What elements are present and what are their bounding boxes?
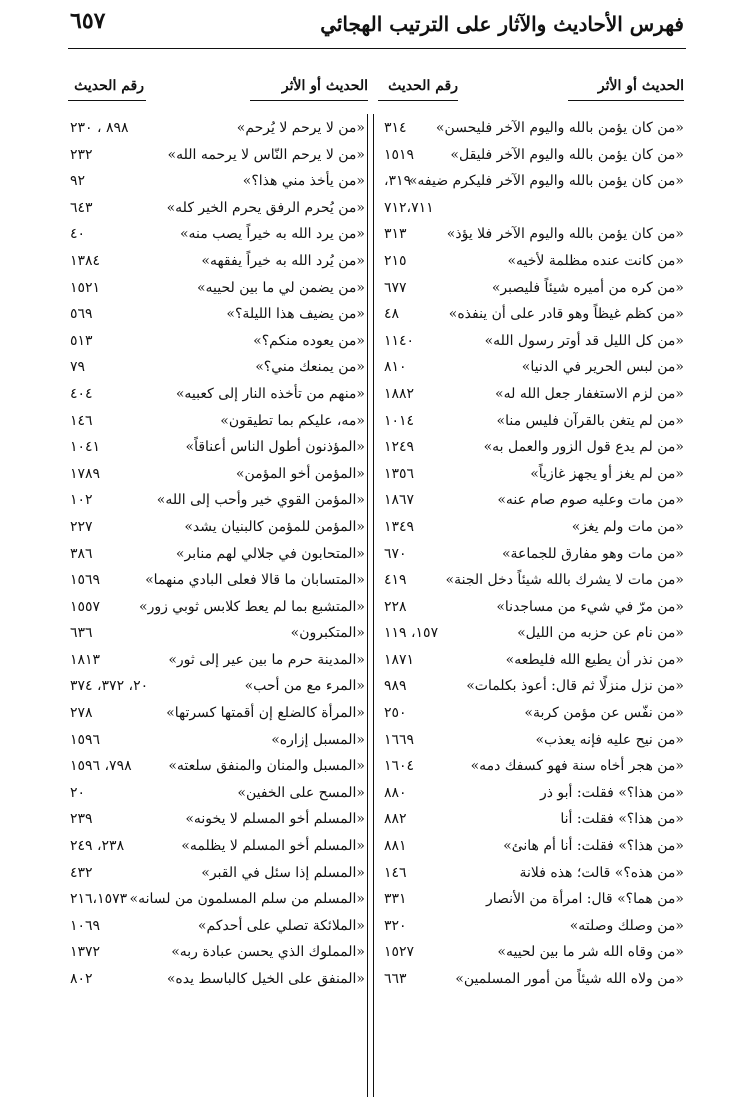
hadith-text: «من هذه؟» قالت؛ هذه فلانة [519, 864, 684, 881]
hadith-text: «من مات ولم يغز» [571, 518, 684, 535]
hadith-number: ٨٨٠ [384, 784, 407, 801]
hadith-text: «من يضمن لي ما بين لحييه» [196, 279, 365, 296]
hadith-number: ٤٠٤ [70, 385, 93, 402]
hadith-number: ١٣٧٢ [70, 944, 101, 961]
hadith-text: «من لم يغز أو يجهز غازياً» [530, 465, 684, 482]
hadith-number: ١٢٤٩ [384, 439, 415, 456]
index-entry [68, 302, 365, 329]
hadith-text: «منهم من تأخذه النار إلى كعبيه» [175, 385, 365, 402]
page-number: ٦٥٧ [70, 8, 106, 34]
right-hadith-header: الحديث أو الأثر [597, 78, 684, 94]
hadith-number: ١٦٦٩ [384, 731, 415, 748]
hadith-number: ٢١٦،١٥٧٣ [70, 891, 128, 908]
hadith-text: «من لم يتغن بالقرآن فليس منا» [496, 412, 684, 429]
column-divider-right [373, 114, 374, 1097]
hadith-text: «المسبل إزاره» [271, 731, 365, 748]
hadith-text: «المؤمن أخو المؤمن» [235, 465, 365, 482]
index-entry [68, 967, 365, 994]
hadith-number: ٢٠، ٣٧٢، ٣٧٤ [70, 678, 149, 695]
index-entry [68, 249, 365, 276]
index-entry [68, 648, 365, 675]
index-entry [378, 222, 684, 249]
hadith-number: ٧٩ [70, 359, 86, 376]
hadith-number: ٢٥٠ [384, 705, 407, 722]
hadith-text: «من هذا؟» فقلت: أنا [560, 811, 684, 828]
hadith-text: «المرأة كالضلع إن أقمتها كسرتها» [166, 705, 365, 722]
hadith-number: ٣٣١ [384, 891, 407, 908]
index-entry [68, 542, 365, 569]
hadith-number: ٩٨٩ [384, 678, 407, 695]
hadith-text: «من مات وهو مفارق للجماعة» [501, 545, 684, 562]
index-entry [68, 674, 365, 701]
hadith-text: «من يضيف هذا الليلة؟» [226, 306, 365, 323]
hadith-text: «من نزل منزلًا ثم قال: أعوذ بكلمات» [466, 678, 684, 695]
index-entry [68, 834, 365, 861]
index-entry [378, 621, 684, 648]
index-entry [378, 728, 684, 755]
hadith-text: «الملائكة تصلي على أحدكم» [197, 917, 365, 934]
hadith-text: «من هذا؟» فقلت: أنا أم هانئ» [503, 838, 684, 855]
hadith-number: ٣١٩، [384, 173, 412, 190]
hadith-number: ٦٧٠ [384, 545, 407, 562]
hadith-number: ١٥٧، ١١٩ [384, 625, 439, 642]
hadith-text: «من كظم غيظاً وهو قادر على أن ينفذه» [448, 306, 684, 323]
hadith-text: «من كان يؤمن بالله واليوم الآخر فليحسن» [435, 120, 684, 136]
hadith-text: «من لم يدع قول الزور والعمل به» [483, 439, 684, 456]
index-entry [68, 329, 365, 356]
hadith-text: «من لا يرحم لا يُرحم» [236, 120, 365, 136]
index-entry [378, 143, 684, 170]
index-entry [378, 568, 684, 595]
hadith-text: «المتكبرون» [290, 625, 365, 642]
hadith-text: «المتحابون في جلالي لهم منابر» [175, 545, 365, 562]
index-entry [68, 169, 365, 196]
hadith-number: ٢٣٢ [70, 146, 93, 163]
hadith-number: ١٠١٤ [384, 412, 415, 429]
hadith-number: ٣١٤ [384, 120, 407, 136]
index-entry [378, 807, 684, 834]
index-entry [68, 701, 365, 728]
hadith-number: ٤٠ [70, 226, 86, 243]
hadith-number: ٢٣٩ [70, 811, 93, 828]
index-entry [378, 276, 684, 303]
index-entry [68, 754, 365, 781]
hadith-text: «من كل الليل قد أوتر رسول الله» [484, 332, 684, 349]
hadith-number: ١٥١٩ [384, 146, 415, 163]
index-entry [378, 648, 684, 675]
hadith-number: ٧٩٨، ١٥٩٦ [70, 758, 132, 775]
index-entry [68, 861, 365, 888]
hadith-number: ١١٤٠ [384, 332, 415, 349]
hadith-text: «المسلم إذا سئل في القبر» [201, 864, 365, 881]
index-entry [378, 355, 684, 382]
index-entry [378, 515, 684, 542]
hadith-number: ١٨٨٢ [384, 385, 415, 402]
hadith-number: ٦٤٣ [70, 199, 93, 216]
index-entry [378, 302, 684, 329]
hadith-number: ٨٨١ [384, 838, 407, 855]
hadith-number: ١٣٥٦ [384, 465, 415, 482]
right-number-header: رقم الحديث [388, 78, 458, 94]
hadith-text: «من يمنعك مني؟» [255, 359, 365, 376]
hadith-text: «المدينة حرم ما بين عير إلى ثور» [168, 651, 365, 668]
right-number-header-underline [378, 100, 458, 101]
hadith-number: ٤٨ [384, 306, 400, 323]
index-entry [68, 409, 365, 436]
hadith-text: «المؤمن القوي خير وأحب إلى الله» [156, 492, 365, 509]
hadith-text: «من لا يرحم النّاس لا يرحمه الله» [167, 146, 365, 163]
left-hadith-header-underline [250, 100, 368, 101]
hadith-number: ٥٦٩ [70, 306, 93, 323]
right-hadith-header-underline [568, 100, 684, 101]
left-index-column [68, 116, 365, 994]
hadith-text: «المؤذنون أطول الناس أعناقاً» [185, 439, 365, 456]
hadith-text: «المسلم أخو المسلم لا يظلمه» [181, 838, 365, 855]
hadith-number: ١٥٩٦ [70, 731, 101, 748]
right-index-column [378, 116, 684, 994]
hadith-text: «من يعوده منكم؟» [253, 332, 365, 349]
column-divider-left [367, 114, 368, 1097]
hadith-number: ٢٠ [70, 784, 86, 801]
hadith-text: «من مات لا يشرك بالله شيئاً دخل الجنة» [445, 572, 684, 589]
index-entry [68, 595, 365, 622]
index-entry [68, 462, 365, 489]
left-number-header: رقم الحديث [74, 78, 144, 94]
hadith-number: ٢٣٨، ٢٤٩ [70, 838, 125, 855]
index-entry [68, 488, 365, 515]
hadith-number: ٤٣٢ [70, 864, 93, 881]
hadith-number: ٨٠٢ [70, 971, 93, 987]
index-entry [378, 116, 684, 143]
index-entry [378, 940, 684, 967]
index-entry [378, 542, 684, 569]
hadith-number: ٢٢٨ [384, 598, 407, 615]
hadith-text: «من مات وعليه صوم صام عنه» [497, 492, 684, 509]
index-entry [68, 621, 365, 648]
hadith-text: «المملوك الذي يحسن عبادة ربه» [171, 944, 365, 961]
hadith-number: ١٦٠٤ [384, 758, 415, 775]
index-entry [68, 222, 365, 249]
hadith-text: «المسلم أخو المسلم لا يخونه» [185, 811, 365, 828]
index-entry [378, 382, 684, 409]
hadith-text: «من وصلك وصلته» [569, 917, 684, 934]
hadith-number: ٢٢٧ [70, 518, 93, 535]
hadith-text: «من كان يؤمن بالله واليوم الآخر فليقل» [450, 146, 684, 163]
hadith-text: «من نفّس عن مؤمن كربة» [524, 705, 684, 722]
index-entry [378, 169, 684, 196]
index-entry [378, 595, 684, 622]
index-entry [378, 674, 684, 701]
hadith-number: ٤١٩ [384, 572, 407, 589]
hadith-text: «من نيح عليه فإنه يعذب» [535, 731, 684, 748]
left-number-header-underline [68, 100, 146, 101]
hadith-text: «المنفق على الخيل كالباسط يده» [166, 971, 365, 987]
hadith-text: «المؤمن للمؤمن كالبنيان يشد» [184, 518, 365, 535]
hadith-text: «من هما؟» قال: امرأة من الأنصار [486, 891, 684, 908]
index-entry [378, 754, 684, 781]
hadith-text: «من لبس الحرير في الدنيا» [521, 359, 684, 376]
index-entry [68, 914, 365, 941]
hadith-number: ٢١٥ [384, 252, 407, 269]
hadith-text: «من يُرد الله به خيراً يفقهه» [201, 252, 365, 269]
hadith-text: «من لزم الاستغفار جعل الله له» [495, 385, 684, 402]
index-entry [378, 462, 684, 489]
hadith-text: «من كره من أميره شيئاً فليصبر» [491, 279, 684, 296]
index-entry [68, 807, 365, 834]
hadith-number: ١٣٨٤ [70, 252, 101, 269]
hadith-text: «من نذر أن يطيع الله فليطعه» [505, 651, 684, 668]
hadith-text: «المسلم من سلم المسلمون من لسانه» [129, 891, 365, 908]
index-entry [68, 568, 365, 595]
index-entry [68, 728, 365, 755]
index-entry [68, 116, 365, 143]
hadith-number: ٣٢٠ [384, 917, 407, 934]
hadith-text: «من مرّ في شيء من مساجدنا» [496, 598, 684, 615]
index-entry [378, 329, 684, 356]
hadith-text: «المسح على الخفين» [237, 784, 365, 801]
hadith-number: ١٥٥٧ [70, 598, 101, 615]
hadith-number: ١٥٦٩ [70, 572, 101, 589]
hadith-number: ٥١٣ [70, 332, 93, 349]
index-entry [378, 435, 684, 462]
index-entry [68, 887, 365, 914]
hadith-text: «من كان يؤمن بالله واليوم الآخر فليكرم ضيفه» [408, 173, 684, 190]
hadith-number: ٣٨٦ [70, 545, 93, 562]
hadith-number: ١٤٦ [70, 412, 93, 429]
hadith-number: ١٠٦٩ [70, 917, 101, 934]
index-entry [68, 382, 365, 409]
index-entry [378, 887, 684, 914]
hadith-text: «من كان يؤمن بالله واليوم الآخر فلا يؤذ» [446, 226, 684, 243]
index-entry [68, 940, 365, 967]
index-entry [68, 276, 365, 303]
hadith-text: «المتشبع بما لم يعط كلابس ثوبي زور» [139, 598, 365, 615]
hadith-number: ١٠٢ [70, 492, 93, 509]
hadith-text: «من هذا؟» فقلت: أبو ذر [539, 784, 684, 801]
left-hadith-header: الحديث أو الأثر [281, 78, 368, 94]
hadith-text: «من يُحرم الرفق يحرم الخير كله» [166, 199, 365, 216]
hadith-number: ١٠٤١ [70, 439, 101, 456]
hadith-number: ١٨٦٧ [384, 492, 415, 509]
hadith-text: «المتسابان ما قالا فعلى البادي منهما» [145, 572, 365, 589]
index-entry [68, 515, 365, 542]
hadith-number: ٦٧٧ [384, 279, 407, 296]
hadith-number: ٣١٣ [384, 226, 407, 243]
hadith-number: ١٧٨٩ [70, 465, 101, 482]
index-entry [378, 861, 684, 888]
index-entry [68, 196, 365, 223]
hadith-number: ١٥٢١ [70, 279, 101, 296]
header-rule [68, 48, 686, 49]
index-entry [68, 435, 365, 462]
index-entry [378, 196, 684, 223]
index-entry [378, 701, 684, 728]
hadith-number: ١٣٤٩ [384, 518, 415, 535]
hadith-number: ١٥٢٧ [384, 944, 415, 961]
hadith-text: «من يأخذ مني هذا؟» [242, 173, 365, 190]
hadith-number: ٦٣٦ [70, 625, 93, 642]
index-entry [378, 834, 684, 861]
hadith-text: «مه، عليكم بما تطيقون» [220, 412, 365, 429]
index-entry [378, 781, 684, 808]
hadith-text: «المسبل والمنان والمنفق سلعته» [168, 758, 365, 775]
index-entry [378, 249, 684, 276]
index-entry [68, 143, 365, 170]
hadith-number: ٢٧٨ [70, 705, 93, 722]
hadith-number: ١٨١٣ [70, 651, 101, 668]
hadith-number: ٨٨٢ [384, 811, 407, 828]
index-entry [68, 355, 365, 382]
hadith-number: ١٨٧١ [384, 651, 415, 668]
index-entry [378, 967, 684, 994]
index-entry [378, 914, 684, 941]
hadith-number: ٩٢ [70, 173, 86, 190]
hadith-text: «من هجر أخاه سنة فهو كسفك دمه» [470, 758, 684, 775]
hadith-number: ٧١٢،٧١١ [384, 199, 434, 216]
hadith-text: «من كانت عنده مظلمة لأخيه» [507, 252, 684, 269]
index-entry [68, 781, 365, 808]
hadith-number: ١٤٦ [384, 864, 407, 881]
hadith-number: ٦٦٣ [384, 971, 407, 987]
hadith-number: ٨١٠ [384, 359, 407, 376]
hadith-text: «من نام عن حزبه من الليل» [517, 625, 684, 642]
index-entry [378, 488, 684, 515]
hadith-number: ٨٩٨ ، ٢٣٠ [70, 120, 129, 136]
hadith-text: «من وقاه الله شر ما بين لحييه» [497, 944, 684, 961]
hadith-text: «من يرد الله به خيراً يصب منه» [179, 226, 365, 243]
hadith-text: «من ولاه الله شيئاً من أمور المسلمين» [455, 971, 684, 987]
hadith-text: «المرء مع من أحب» [244, 678, 365, 695]
index-entry [378, 409, 684, 436]
running-title: فهرس الأحاديث والآثار على الترتيب الهجائي [320, 12, 684, 36]
